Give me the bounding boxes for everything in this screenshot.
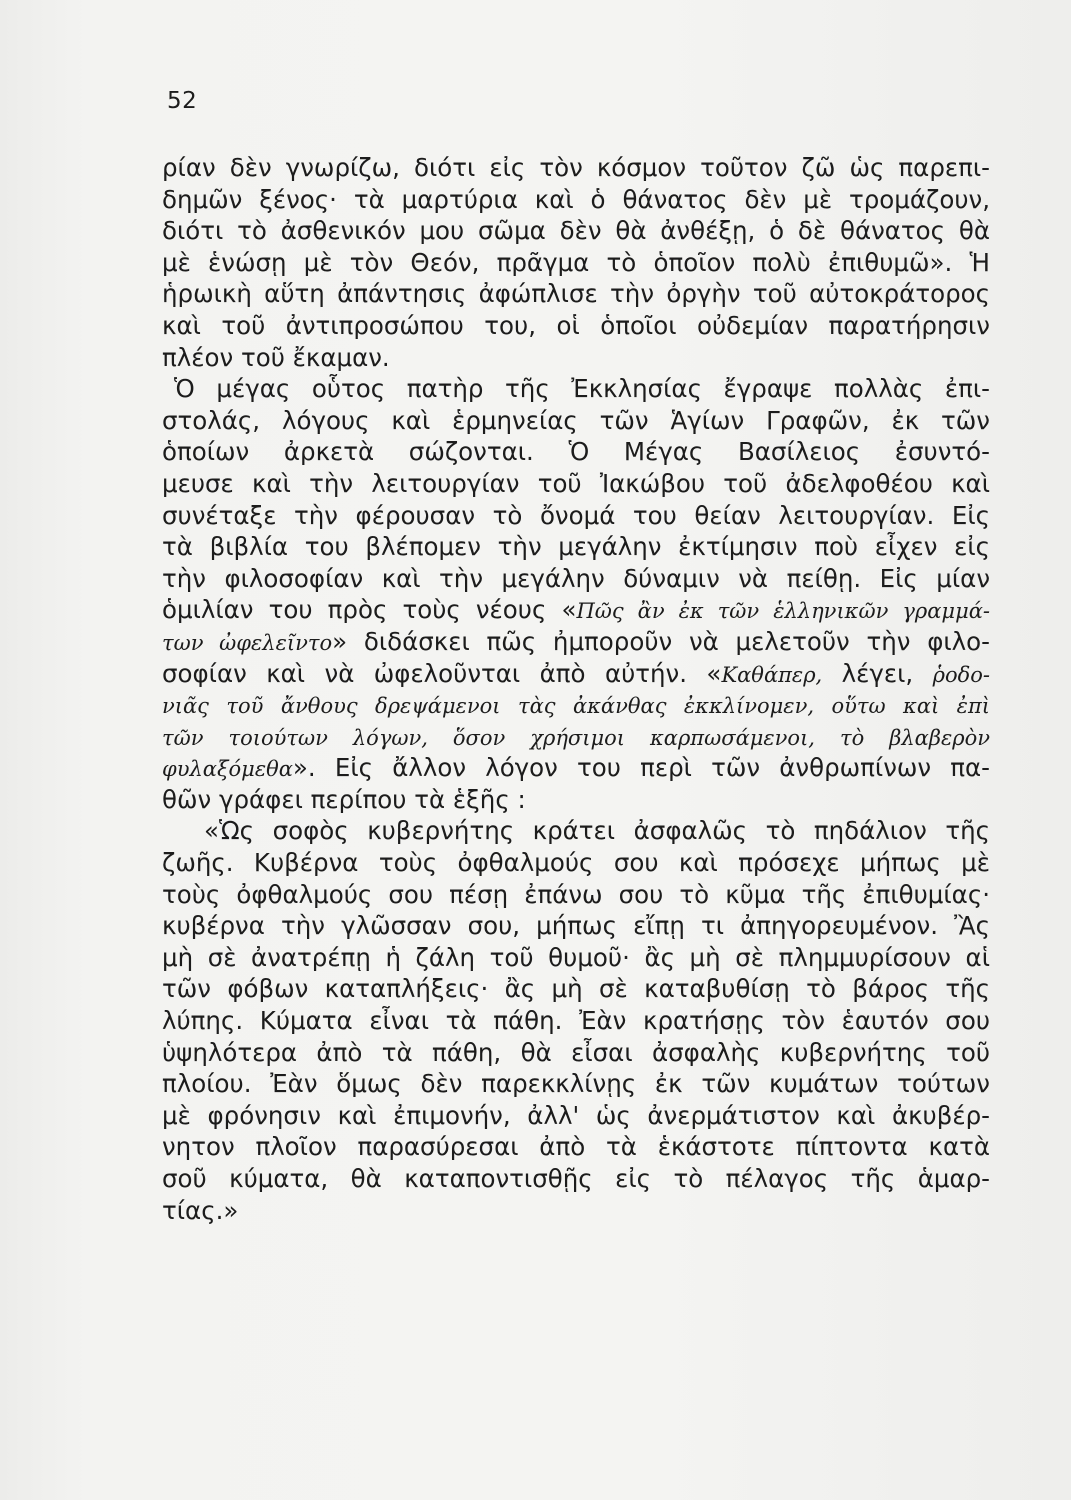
text-segment: λύπης. Κύματα εἶναι τὰ πάθη. Ἐὰν κρατήσῃς τὸν ἑαυτόν σου xyxy=(162,1006,990,1036)
text-segment: ρίαν δὲν γνωρίζω, διότι εἰς τὸν κόσμον τοῦτον ζῶ ὡς παρεπι- xyxy=(162,153,990,182)
text-line xyxy=(162,1100,990,1132)
text-line xyxy=(162,373,990,405)
text-line xyxy=(162,752,990,784)
text-line xyxy=(162,405,990,437)
text-segment: ». Εἰς ἄλλον λόγον του περὶ τῶν ἀνθρωπίνων πα- xyxy=(292,753,990,783)
text-line xyxy=(162,342,990,374)
text-line xyxy=(162,184,990,216)
text-line xyxy=(162,152,990,184)
text-line xyxy=(162,1163,990,1195)
italic-quote-text: των ὠφελεῖντο xyxy=(162,630,333,655)
text-segment: μευσε καὶ τὴν λειτουργίαν τοῦ Ἰακώβου τοῦ ἀδελφοθέου καὶ xyxy=(162,468,990,498)
text-line xyxy=(162,468,990,500)
italic-quote-text: τῶν τοιούτων λόγων, ὅσον χρήσιμοι καρπωσάμενοι, τὸ βλαβερὸν xyxy=(162,725,990,750)
text-line xyxy=(162,1195,990,1227)
text-line xyxy=(162,500,990,532)
text-segment: πλοίου. Ἐὰν ὅμως δὲν παρεκκλίνῃς ἐκ τῶν κυμάτων τούτων xyxy=(162,1069,990,1099)
text-line xyxy=(162,721,990,753)
text-segment: » διδάσκει πῶς ἠμποροῦν νὰ μελετοῦν τὴν φιλο- xyxy=(332,626,990,656)
text-segment: τῶν φόβων καταπλήξεις· ἂς μὴ σὲ καταβυθίσῃ τὸ βάρος τῆς xyxy=(162,974,990,1004)
text-line xyxy=(162,942,990,974)
text-line xyxy=(162,310,990,342)
text-line xyxy=(162,594,990,626)
text-line xyxy=(162,247,990,279)
text-line xyxy=(162,847,990,879)
italic-quote-text: Πῶς ἂν ἐκ τῶν ἑλληνικῶν γραμμά- xyxy=(576,599,990,624)
text-segment: ὁμιλίαν του πρὸς τοὺς νέους « xyxy=(162,595,577,625)
text-segment: στολάς, λόγους καὶ ἑρμηνείας τῶν Ἁγίων Γραφῶν, ἐκ τῶν xyxy=(162,405,990,435)
text-line xyxy=(162,1005,990,1037)
body-text xyxy=(162,152,990,1226)
text-segment: λέγει, xyxy=(822,658,933,688)
text-line xyxy=(162,973,990,1005)
text-segment: τοὺς ὀφθαλμούς σου πέσῃ ἐπάνω σου τὸ κῦμα τῆς ἐπιθυμίας· xyxy=(162,879,990,909)
text-segment: τὰ βιβλία του βλέπομεν τὴν μεγάλην ἐκτίμησιν ποὺ εἶχεν εἰς xyxy=(162,532,990,562)
text-line xyxy=(162,1037,990,1069)
text-line xyxy=(162,1068,990,1100)
text-segment: Ὁ μέγας οὗτος πατὴρ τῆς Ἐκκλησίας ἔγραψε πολλὰς ἐπι- xyxy=(174,374,990,404)
text-segment: συνέταξε τὴν φέρουσαν τὸ ὄνομά του θείαν λειτουργίαν. Εἰς xyxy=(162,500,990,530)
text-segment: διότι τὸ ἀσθενικόν μου σῶμα δὲν θὰ ἀνθέξῃ, ὁ δὲ θάνατος θὰ xyxy=(162,216,990,246)
text-segment: μὴ σὲ ἀνατρέπῃ ἡ ζάλη τοῦ θυμοῦ· ἂς μὴ σὲ πλημμυρίσουν αἱ xyxy=(162,942,990,972)
text-segment: σοφίαν καὶ νὰ ὠφελοῦνται ἀπὸ αὐτήν. « xyxy=(162,658,722,688)
text-segment: πλέον τοῦ ἔκαμαν. xyxy=(162,342,390,372)
text-segment: θῶν γράφει περίπου τὰ ἑξῆς : xyxy=(162,784,526,814)
text-line xyxy=(162,436,990,468)
text-line xyxy=(162,278,990,310)
text-line xyxy=(162,1131,990,1163)
text-segment: μὲ ἑνώσῃ μὲ τὸν Θεόν, πρᾶγμα τὸ ὁποῖον πολὺ ἐπιθυμῶ». Ἡ xyxy=(162,247,990,277)
text-segment: ὑψηλότερα ἀπὸ τὰ πάθη, θὰ εἶσαι ἀσφαλὴς κυβερνήτης τοῦ xyxy=(162,1037,990,1067)
text-line xyxy=(162,879,990,911)
text-line xyxy=(162,215,990,247)
text-line xyxy=(162,626,990,658)
text-segment: σοῦ κύματα, θὰ καταποντισθῇς εἰς τὸ πέλαγος τῆς ἁμαρ- xyxy=(162,1164,990,1193)
text-segment: νητον πλοῖον παρασύρεσαι ἀπὸ τὰ ἑκάστοτε πίπτοντα κατὰ xyxy=(162,1132,990,1162)
text-segment: καὶ τοῦ ἀντιπροσώπου του, οἱ ὁποῖοι οὐδεμίαν παρατήρησιν xyxy=(162,310,990,340)
text-segment: τὴν φιλοσοφίαν καὶ τὴν μεγάλην δύναμιν νὰ πείθῃ. Εἰς μίαν xyxy=(162,563,990,593)
italic-quote-text: νιᾶς τοῦ ἄνθους δρεψάμενοι τὰς ἀκάνθας ἐκκλίνομεν, οὕτω καὶ ἐπὶ xyxy=(162,694,990,719)
page-number: 52 xyxy=(167,88,198,114)
text-line xyxy=(162,815,990,847)
text-segment: ὁποίων ἀρκετὰ σώζονται. Ὁ Μέγας Βασίλειος ἐσυντό- xyxy=(162,437,990,467)
text-segment: ἡρωικὴ αὕτη ἀπάντησις ἀφώπλισε τὴν ὀργὴν τοῦ αὐτοκράτορος xyxy=(162,279,990,309)
text-line xyxy=(162,531,990,563)
text-line xyxy=(162,689,990,721)
text-segment: τίας.» xyxy=(162,1195,239,1225)
italic-quote-text: φυλαξόμεθα xyxy=(162,757,293,782)
text-segment: «Ὡς σοφὸς κυβερνήτης κράτει ἀσφαλῶς τὸ πηδάλιον τῆς xyxy=(204,816,990,846)
text-segment: κυβέρνα τὴν γλῶσσαν σου, μήπως εἴπῃ τι ἀπηγορευμένον. Ἂς xyxy=(162,911,990,941)
italic-quote-text: ῥοδο- xyxy=(932,662,991,687)
text-line xyxy=(162,658,990,690)
text-segment: ζωῆς. Κυβέρνα τοὺς ὀφθαλμούς σου καὶ πρόσεχε μήπως μὲ xyxy=(162,848,990,878)
text-line xyxy=(162,563,990,595)
text-line xyxy=(162,784,990,816)
text-line xyxy=(162,910,990,942)
text-segment: δημῶν ξένος· τὰ μαρτύρια καὶ ὁ θάνατος δὲν μὲ τρομάζουν, xyxy=(162,184,990,214)
italic-quote-text: Καθάπερ, xyxy=(721,662,823,687)
text-segment: μὲ φρόνησιν καὶ ἐπιμονήν, ἀλλ' ὡς ἀνερμάτιστον καὶ ἀκυβέρ- xyxy=(162,1100,990,1130)
